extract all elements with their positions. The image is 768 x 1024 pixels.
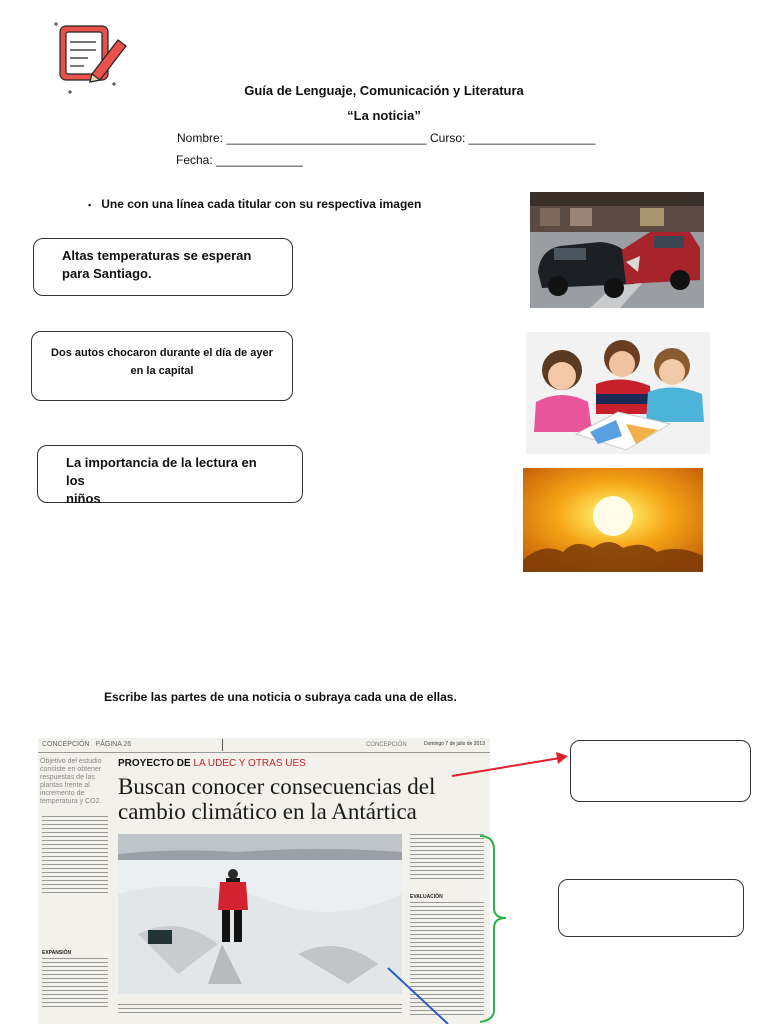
bullet: ▪: [88, 200, 92, 210]
kicker-bold: PROYECTO DE: [118, 758, 191, 769]
course-field[interactable]: Curso: ___________________: [430, 131, 596, 145]
headline-line: para Santiago.: [62, 266, 152, 281]
instruction-1-text: Une con una línea cada titular con su respectiva imagen: [101, 197, 422, 211]
newspaper-lead: Objetivo del estudio consiste en obtener respuestas de las plantas frente al incremento de temperatura y CO2.: [40, 758, 102, 805]
answer-box-1[interactable]: [570, 740, 751, 802]
kicker-rest: LA UDEC Y OTRAS UES: [193, 758, 306, 769]
newspaper-section: CONCEPCIÓN: [42, 741, 90, 748]
page-title: Guía de Lenguaje, Comunicación y Literatura: [244, 83, 524, 98]
green-brace: [480, 836, 506, 1022]
newspaper-date: Domingo 7 de julio de 2013: [424, 741, 485, 747]
headline-line: en la capital: [130, 365, 194, 377]
headline-line: niños: [66, 491, 101, 506]
page-subtitle: “La noticia”: [347, 108, 421, 123]
newspaper-page: PÁGINA 26: [95, 741, 132, 748]
newspaper-section-right: CONCEPCIÓN: [366, 742, 407, 748]
name-field[interactable]: Nombre: ______________________________: [177, 131, 427, 145]
headline-line-1: Buscan conocer consecuencias del: [118, 774, 436, 799]
instruction-2: Escribe las partes de una noticia o subraya cada una de ellas.: [104, 690, 457, 704]
section-heading: EXPANSIÓN: [42, 950, 72, 956]
section-heading: EVALUACIÓN: [410, 894, 443, 900]
blue-line: [388, 968, 448, 1024]
headline-line: Altas temperaturas se esperan: [62, 248, 252, 263]
headline-line: La importancia de la lectura en los: [66, 455, 257, 488]
headline-line: Dos autos chocaron durante el día de ayer: [51, 347, 273, 359]
red-arrow-line: [452, 758, 560, 776]
answer-box-2[interactable]: [558, 879, 744, 937]
date-field[interactable]: Fecha: _____________: [176, 153, 303, 167]
headline-line-2: cambio climático en la Antártica: [118, 799, 417, 824]
red-arrow-head: [556, 752, 568, 764]
